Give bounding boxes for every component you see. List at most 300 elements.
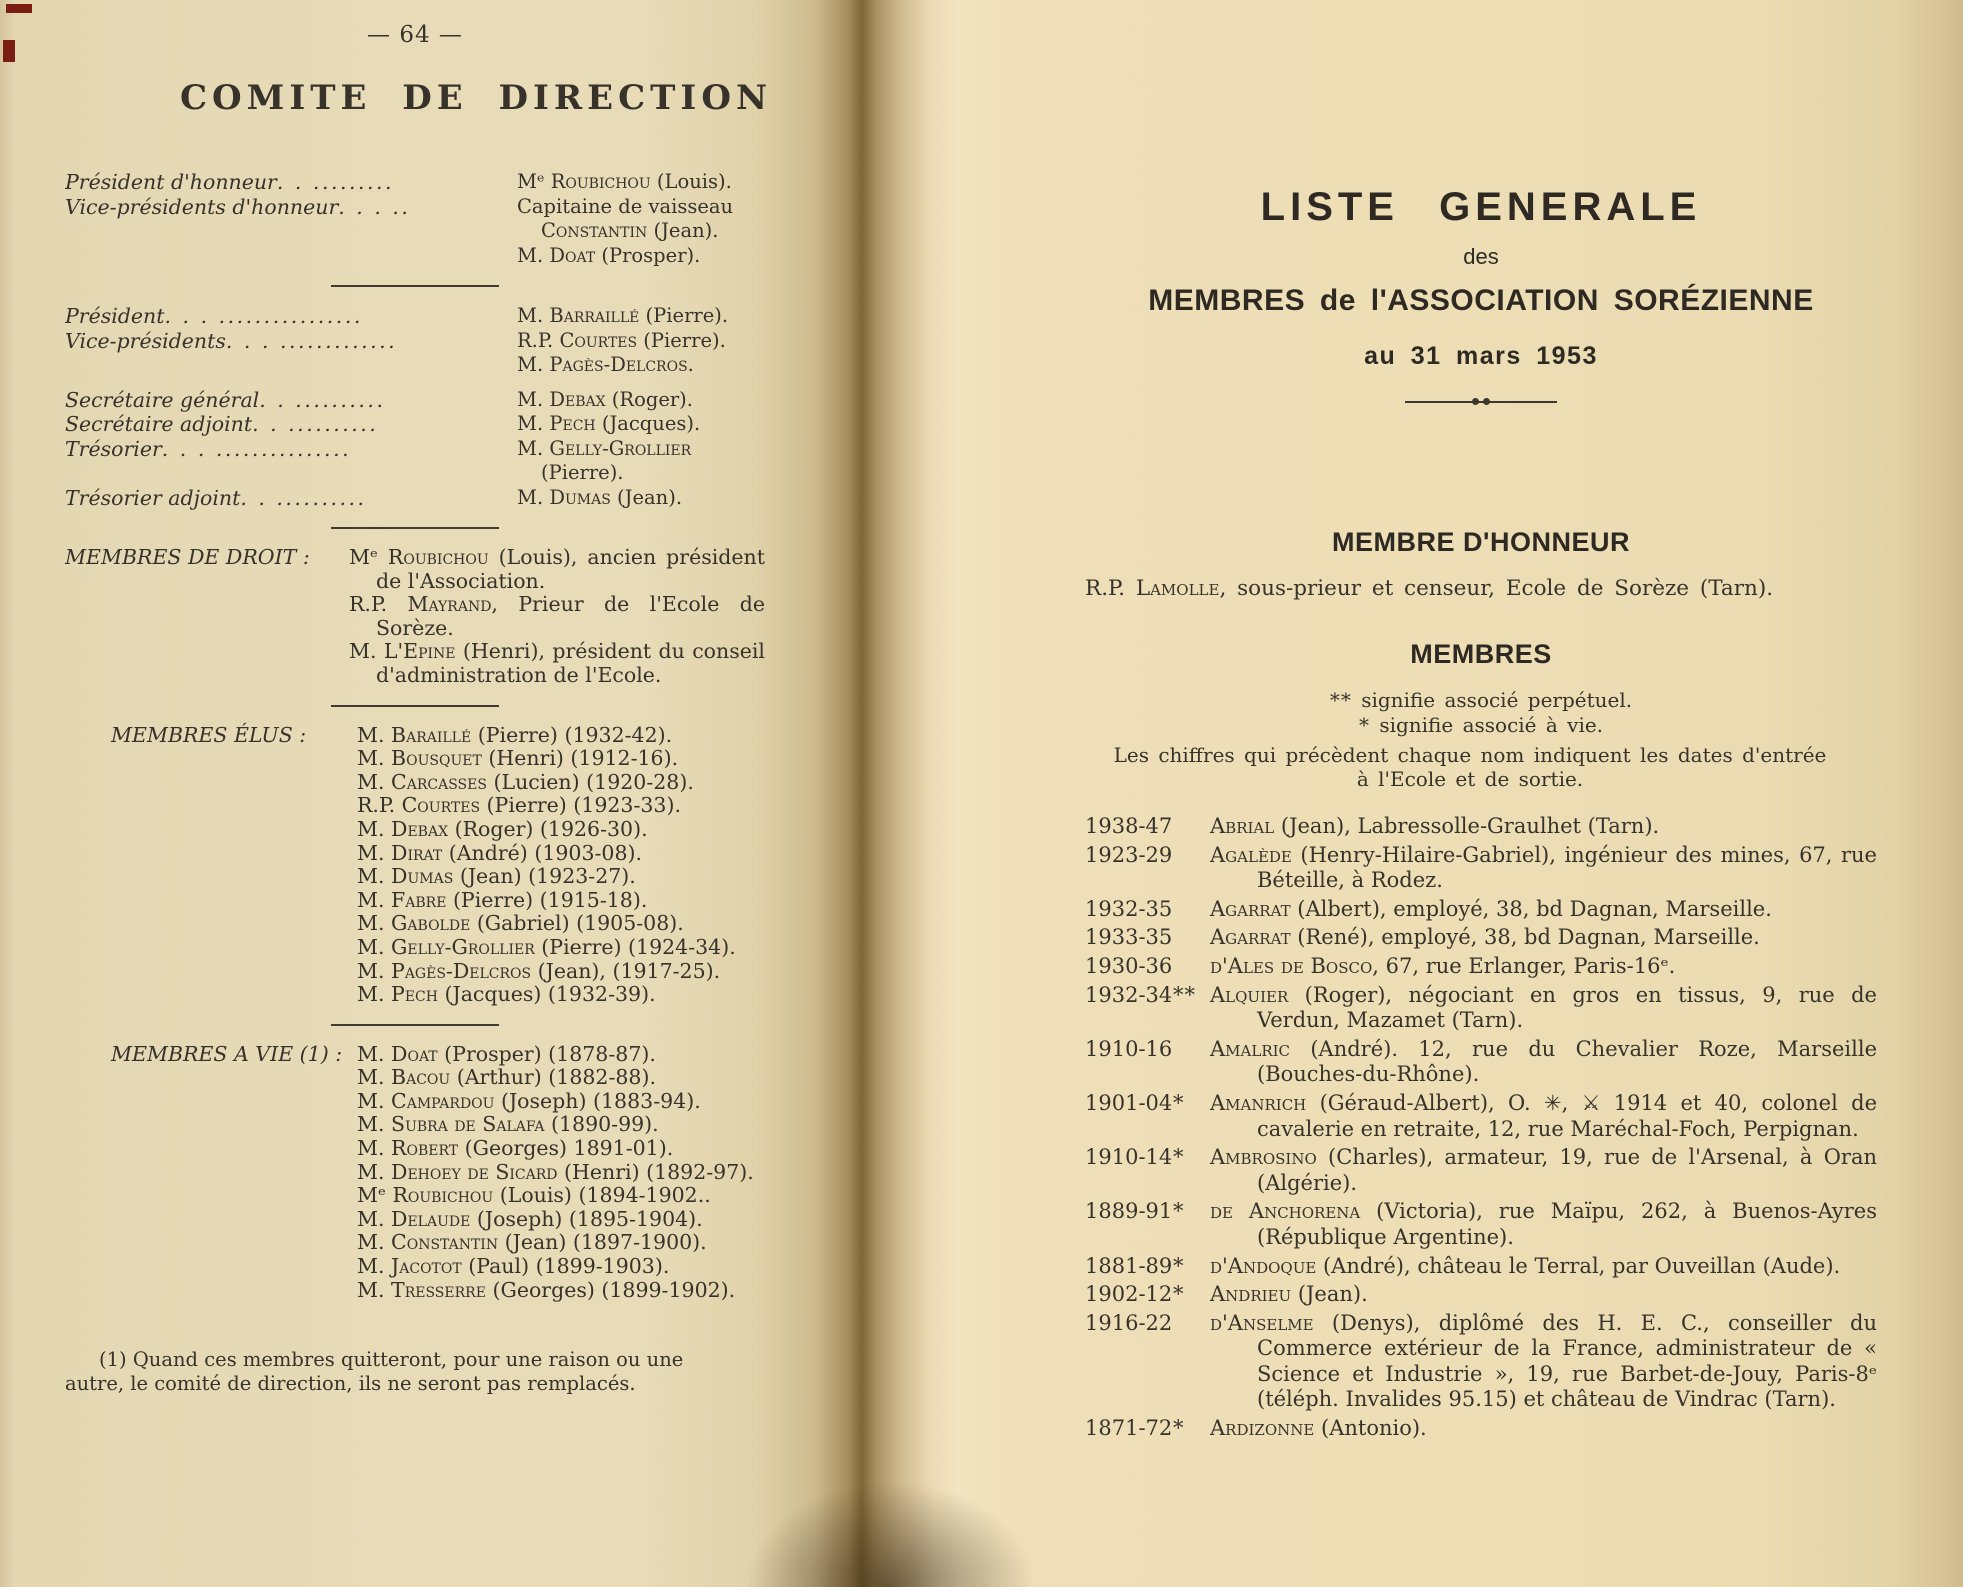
asterisk-marker: * bbox=[1358, 712, 1370, 737]
member-row bbox=[1085, 1311, 1877, 1413]
surname: Gelly-Grollier bbox=[391, 934, 535, 959]
name-prefix: M. bbox=[357, 1041, 392, 1066]
binding-smudge bbox=[740, 1477, 1040, 1587]
name-rest: (Henri) (1912-16). bbox=[481, 746, 679, 771]
surname: Gabolde bbox=[391, 911, 471, 936]
name-prefix: M. bbox=[517, 485, 550, 509]
officer-role bbox=[65, 304, 517, 329]
note-line: à l'Ecole et de sortie. bbox=[1356, 766, 1584, 791]
asterisk-marker bbox=[1173, 1311, 1210, 1413]
officer-name bbox=[517, 412, 765, 437]
scan-artifact bbox=[3, 40, 15, 62]
name-prefix: M. bbox=[357, 982, 392, 1007]
dot-leaders: . . .......... bbox=[252, 412, 379, 436]
member-details: , 67, rue Erlanger, Paris-16ᵉ. bbox=[1372, 953, 1676, 978]
member-text bbox=[1210, 1145, 1877, 1196]
member-details: (Géraud-Albert), O. ✳, ⚔ 1914 et 40, colonel de cavalerie en retraite, 12, rue Maréchal-Foch, Perpignan. bbox=[1257, 1090, 1877, 1141]
member-text bbox=[1210, 1199, 1877, 1250]
name-prefix: M. bbox=[357, 722, 392, 747]
name-rest: (Jean). bbox=[647, 219, 719, 242]
officer-name bbox=[517, 388, 765, 413]
officer-row bbox=[65, 170, 765, 195]
member-years: 1938-47 bbox=[1085, 814, 1173, 838]
name-rest: (Jean) (1923-27). bbox=[453, 864, 636, 889]
member-entry bbox=[357, 794, 765, 818]
member-row bbox=[1085, 897, 1877, 923]
surname: Jacotot bbox=[391, 1254, 462, 1279]
asterisk-marker bbox=[1173, 954, 1210, 980]
name-rest: (Paul) (1899-1903). bbox=[461, 1254, 670, 1279]
name-rest: (Roger). bbox=[605, 387, 693, 411]
members-by-right-section bbox=[65, 546, 765, 688]
surname: Roubichou bbox=[387, 545, 489, 569]
member-entry bbox=[357, 1066, 765, 1090]
surname: Debax bbox=[549, 387, 606, 411]
name-prefix: M. bbox=[357, 1088, 392, 1113]
surname: Gelly-Grollier bbox=[549, 436, 692, 460]
name-prefix: R.P. bbox=[349, 592, 408, 617]
page-number: — 64 — bbox=[367, 22, 463, 48]
member-text bbox=[1210, 1416, 1877, 1442]
surname: Andrieu bbox=[1210, 1282, 1292, 1307]
officer-role-label: Président d'honneur bbox=[65, 170, 277, 194]
surname: Dumas bbox=[391, 864, 454, 889]
name-rest: (Pierre). bbox=[639, 304, 729, 327]
member-entry bbox=[357, 983, 765, 1007]
member-text bbox=[1210, 1254, 1877, 1280]
entry-dates-note bbox=[1030, 744, 1910, 791]
dot-leaders: . . .......... bbox=[259, 387, 386, 412]
surname: Delaude bbox=[391, 1206, 471, 1231]
member-row bbox=[1085, 843, 1877, 894]
name-rest: (Pierre) (1923-33). bbox=[480, 793, 681, 818]
officer-role-label: Trésorier adjoint bbox=[65, 485, 241, 510]
asterisk-marker bbox=[1173, 925, 1210, 951]
life-members-entries bbox=[357, 1043, 765, 1303]
surname: Bacou bbox=[391, 1065, 451, 1090]
member-details: (Jean), Labressolle-Graulhet (Tarn). bbox=[1274, 814, 1660, 838]
surname: Pagès-Delcros bbox=[549, 353, 688, 376]
officer-row bbox=[65, 412, 765, 437]
member-years: 1916-22 bbox=[1085, 1310, 1173, 1335]
name-prefix: M. bbox=[357, 746, 392, 771]
member-entry bbox=[357, 1137, 765, 1161]
member-years: 1932-35 bbox=[1085, 896, 1173, 921]
elected-members-section bbox=[65, 724, 765, 1007]
officer-name bbox=[517, 353, 765, 378]
right-page bbox=[1085, 185, 1877, 1445]
name-prefix: M. bbox=[517, 387, 550, 411]
officer-role bbox=[65, 244, 517, 269]
member-row bbox=[1085, 1254, 1877, 1280]
member-entry bbox=[357, 889, 765, 913]
elected-members-entries bbox=[357, 724, 765, 1007]
surname: Robert bbox=[391, 1136, 459, 1161]
officer-row bbox=[65, 353, 765, 378]
name-prefix: M. bbox=[357, 1159, 392, 1184]
name-prefix: M. bbox=[349, 639, 384, 664]
name-rest: (Pierre) (1915-18). bbox=[446, 887, 648, 912]
member-row bbox=[1085, 1282, 1877, 1308]
member-years: 1881-89 bbox=[1085, 1253, 1173, 1278]
name-rest: (Jacques). bbox=[595, 412, 701, 435]
name-prefix: R.P. bbox=[517, 328, 560, 352]
officer-role-label: Vice-présidents d'honneur bbox=[65, 194, 339, 219]
surname: Courtes bbox=[401, 793, 481, 818]
name-prefix: M. bbox=[357, 1065, 392, 1090]
asterisk-marker bbox=[1173, 897, 1210, 923]
asterisk-marker bbox=[1173, 814, 1210, 840]
name-rest: (Pierre). bbox=[637, 328, 726, 352]
members-by-right-entries bbox=[349, 546, 765, 688]
surname: d'Anselme bbox=[1210, 1310, 1314, 1335]
member-entry bbox=[357, 936, 765, 960]
officer-name bbox=[517, 329, 765, 354]
member-details: (René), employé, 38, bd Dagnan, Marseille. bbox=[1290, 925, 1760, 950]
member-entry bbox=[349, 593, 765, 640]
member-entry bbox=[357, 960, 765, 984]
name-prefix: M. bbox=[357, 887, 392, 912]
dot-leaders: . . ......... bbox=[276, 170, 395, 194]
name-rest: (Prosper). bbox=[595, 243, 701, 267]
officer-role bbox=[65, 412, 517, 437]
name-prefix: R.P. bbox=[357, 793, 402, 818]
member-details: (Albert), employé, 38, bd Dagnan, Marseille. bbox=[1290, 896, 1772, 921]
member-entry bbox=[357, 1255, 765, 1279]
name-prefix: M. bbox=[517, 353, 550, 376]
member-row bbox=[1085, 1416, 1877, 1442]
asterisk-marker: * bbox=[1173, 1416, 1185, 1441]
name-prefix: M. bbox=[357, 769, 392, 794]
surname: Doat bbox=[391, 1041, 438, 1066]
name-prefix: M. bbox=[517, 436, 550, 460]
officer-role-label: Président bbox=[65, 304, 165, 328]
ornament-rule bbox=[1405, 401, 1557, 403]
surname: Bousquet bbox=[391, 746, 482, 771]
name-rest: , Prieur de l'Ecole de Sorèze. bbox=[376, 592, 766, 640]
name-prefix: M. bbox=[357, 958, 392, 983]
footnote: (1) Quand ces membres quitteront, pour une raison ou une autre, le comité de direction, ils ne seront pas remplacés. bbox=[65, 1348, 684, 1396]
surname: Debax bbox=[391, 816, 449, 841]
name-prefix: Mᵉ bbox=[357, 1183, 393, 1208]
officer-role bbox=[65, 437, 517, 486]
name-rest: (1890-99). bbox=[544, 1112, 659, 1137]
officer-row bbox=[65, 195, 765, 244]
member-entry bbox=[357, 1090, 765, 1114]
member-years: 1930-36 bbox=[1085, 953, 1173, 978]
name-prefix: M. bbox=[357, 816, 392, 841]
name-prefix: M. bbox=[357, 1277, 392, 1302]
officer-name bbox=[517, 244, 765, 269]
member-details: (Antonio). bbox=[1314, 1416, 1427, 1441]
section-label: MEMBRES A VIE (1) : bbox=[111, 1041, 343, 1066]
name-rest: (Joseph) (1895-1904). bbox=[470, 1206, 703, 1231]
name-prefix: M. bbox=[357, 934, 392, 959]
member-details: (Roger), négociant en gros en tissus, 9, rue de Verdun, Mazamet (Tarn). bbox=[1257, 982, 1877, 1033]
name-rest: (Henri), président du conseil d'administration de l'Ecole. bbox=[376, 639, 765, 687]
name-prefix: M. bbox=[357, 1206, 392, 1231]
surname: Tresserre bbox=[391, 1277, 486, 1302]
asterisk-marker: * bbox=[1173, 1199, 1185, 1224]
member-text bbox=[1210, 1282, 1877, 1308]
name-rest: (Louis), ancien président de l'Association. bbox=[376, 545, 765, 593]
name-prefix: Capitaine de vaisseau bbox=[517, 194, 734, 218]
officer-name bbox=[517, 170, 765, 195]
surname: Dirat bbox=[391, 840, 443, 865]
name-rest: (Jean). bbox=[610, 485, 683, 509]
honor-member-line bbox=[1085, 576, 1877, 601]
surname: Abrial bbox=[1210, 814, 1275, 838]
surname: Roubichou bbox=[550, 170, 651, 193]
officer-role bbox=[65, 329, 517, 354]
surname: Barraillé bbox=[549, 304, 640, 327]
name-prefix: R.P. bbox=[1085, 576, 1136, 601]
life-members-section bbox=[65, 1043, 765, 1303]
surname: L'Epine bbox=[383, 639, 456, 664]
member-entry bbox=[357, 771, 765, 795]
name-rest: (Arthur) (1882-88). bbox=[450, 1065, 656, 1090]
member-years: 1910-14 bbox=[1085, 1145, 1173, 1170]
member-years: 1932-34 bbox=[1085, 982, 1173, 1007]
legend-text: signifie associé perpétuel. bbox=[1361, 688, 1633, 712]
surname: de Anchorena bbox=[1210, 1199, 1361, 1224]
left-page bbox=[65, 22, 773, 1396]
officer-row bbox=[65, 244, 765, 269]
member-row bbox=[1085, 1145, 1877, 1196]
legend-item bbox=[1085, 713, 1877, 738]
surname: Agarrat bbox=[1210, 896, 1291, 921]
name-rest: (Roger) (1926-30). bbox=[448, 816, 648, 841]
dot-leaders: . . .......... bbox=[240, 485, 367, 510]
officer-role bbox=[65, 388, 517, 413]
asterisk-marker: * bbox=[1173, 1253, 1185, 1278]
member-text bbox=[1210, 983, 1877, 1034]
section-divider bbox=[331, 527, 499, 529]
member-entry bbox=[357, 1231, 765, 1255]
member-row bbox=[1085, 1091, 1877, 1142]
asterisk-marker bbox=[1173, 1037, 1210, 1088]
name-rest: (André) (1903-08). bbox=[442, 840, 643, 865]
member-row bbox=[1085, 814, 1877, 840]
surname: d'Andoque bbox=[1210, 1253, 1317, 1278]
member-row bbox=[1085, 1199, 1877, 1250]
members-list bbox=[1085, 814, 1877, 1442]
left-page-title: COMITE DE DIRECTION bbox=[180, 78, 773, 118]
officer-role bbox=[65, 170, 517, 195]
dot-leaders: . . . ................ bbox=[164, 304, 363, 328]
officer-role-label: Secrétaire général bbox=[65, 387, 260, 412]
officer-role-label: Trésorier bbox=[65, 436, 162, 461]
name-rest: (Prosper) (1878-87). bbox=[437, 1041, 656, 1066]
name-prefix: M. bbox=[357, 1112, 392, 1137]
surname: Subra de Salafa bbox=[391, 1112, 545, 1137]
member-entry bbox=[357, 724, 765, 748]
member-text bbox=[1210, 925, 1877, 951]
surname: d'Ales de Bosco bbox=[1210, 953, 1373, 978]
surname: Alquier bbox=[1210, 982, 1289, 1007]
officer-role bbox=[65, 353, 517, 378]
member-entry bbox=[357, 1184, 765, 1208]
officer-row bbox=[65, 304, 765, 329]
member-text bbox=[1210, 954, 1877, 980]
name-prefix: M. bbox=[357, 840, 392, 865]
name-rest: (Joseph) (1883-94). bbox=[494, 1088, 701, 1113]
section-label: MEMBRES DE DROIT : bbox=[65, 545, 310, 569]
member-entry bbox=[349, 546, 765, 593]
member-years: 1889-91 bbox=[1085, 1199, 1173, 1224]
honor-member-heading: MEMBRE D'HONNEUR bbox=[1332, 527, 1630, 557]
name-rest: (Georges) 1891-01). bbox=[458, 1136, 674, 1161]
name-prefix: M. bbox=[357, 1254, 392, 1279]
surname: Baraillé bbox=[391, 722, 472, 747]
member-entry bbox=[357, 912, 765, 936]
officer-name bbox=[517, 304, 765, 329]
surname: Doat bbox=[549, 243, 596, 267]
surname: Courtes bbox=[559, 328, 638, 352]
officer-role-label: Vice-présidents bbox=[65, 328, 226, 353]
dot-leaders: . . . .. bbox=[338, 194, 411, 219]
member-details: (Henry-Hilaire-Gabriel), ingénieur des mines, 67, rue Béteille, à Rodez. bbox=[1257, 842, 1877, 893]
name-prefix: M. bbox=[357, 1136, 392, 1161]
officer-row bbox=[65, 486, 765, 511]
officer-name bbox=[517, 195, 765, 244]
surname: Ambrosino bbox=[1210, 1145, 1317, 1170]
name-rest: (Louis). bbox=[650, 170, 732, 193]
surname: Agalède bbox=[1210, 842, 1292, 867]
honorary-officers-list bbox=[65, 170, 765, 268]
officer-role-label: Secrétaire adjoint bbox=[65, 412, 253, 436]
member-details: (Jean). bbox=[1291, 1282, 1368, 1307]
name-rest: (Pierre). bbox=[541, 461, 624, 484]
member-entry bbox=[357, 747, 765, 771]
asterisk-marker: * bbox=[1173, 1090, 1185, 1115]
surname: Agarrat bbox=[1210, 925, 1291, 950]
name-prefix: M. bbox=[517, 412, 550, 435]
officer-row bbox=[65, 329, 765, 354]
name-rest: , sous-prieur et censeur, Ecole de Sorèze (Tarn). bbox=[1219, 576, 1774, 601]
member-details: (André). 12, rue du Chevalier Roze, Marseille (Bouches-du-Rhône). bbox=[1257, 1036, 1877, 1087]
member-years: 1871-72 bbox=[1085, 1416, 1173, 1441]
name-rest: . bbox=[687, 353, 694, 376]
name-rest: (Jean) (1897-1900). bbox=[498, 1230, 707, 1255]
member-row bbox=[1085, 1037, 1877, 1088]
asterisk-marker: ** bbox=[1329, 688, 1352, 712]
bureau-officers-list bbox=[65, 304, 765, 378]
member-years: 1933-35 bbox=[1085, 925, 1173, 950]
section-label: MEMBRES ÉLUS : bbox=[111, 722, 307, 747]
member-entry bbox=[357, 1113, 765, 1137]
dot-leaders: . . . ............... bbox=[161, 436, 352, 461]
officer-row bbox=[65, 437, 765, 486]
legend-item bbox=[1085, 688, 1877, 713]
surname: Mayrand bbox=[407, 592, 492, 617]
member-years: 1923-29 bbox=[1085, 842, 1173, 867]
legend-text: signifie associé à vie. bbox=[1379, 712, 1604, 737]
surname: Constantin bbox=[541, 219, 648, 242]
surname: Amanrich bbox=[1210, 1090, 1307, 1115]
officer-name bbox=[517, 437, 765, 486]
scan-artifact bbox=[6, 4, 32, 13]
member-text bbox=[1210, 1091, 1877, 1142]
name-rest: (Jean), (1917-25). bbox=[531, 958, 721, 983]
surname: Roubichou bbox=[392, 1183, 494, 1208]
surname: Pech bbox=[391, 982, 438, 1007]
asterisk-marker bbox=[1173, 843, 1210, 894]
member-entry bbox=[357, 818, 765, 842]
member-entry bbox=[349, 640, 765, 687]
bureau-secretaries-list bbox=[65, 388, 765, 511]
title-date: au 31 mars 1953 bbox=[1364, 342, 1598, 370]
member-entry bbox=[357, 1279, 765, 1303]
officer-role bbox=[65, 486, 517, 511]
member-details: (Victoria), rue Maïpu, 262, à Buenos-Ayres (République Argentine). bbox=[1257, 1199, 1877, 1249]
asterisk-marker: ** bbox=[1173, 982, 1196, 1007]
surname: Lamolle bbox=[1135, 576, 1220, 601]
right-page-title: LISTE GENERALE bbox=[1260, 185, 1702, 229]
member-text bbox=[1210, 1311, 1877, 1413]
member-details: (André), château le Terral, par Ouveillan (Aude). bbox=[1316, 1253, 1841, 1278]
member-entry bbox=[357, 1161, 765, 1185]
members-heading: MEMBRES bbox=[1410, 639, 1552, 669]
member-text bbox=[1210, 843, 1877, 894]
member-years: 1910-16 bbox=[1085, 1036, 1173, 1061]
member-row bbox=[1085, 925, 1877, 951]
surname: Fabre bbox=[391, 887, 447, 912]
asterisk-marker: * bbox=[1173, 1282, 1185, 1307]
section-divider bbox=[331, 1024, 499, 1026]
section-divider bbox=[331, 285, 499, 287]
member-entry bbox=[357, 865, 765, 889]
surname: Ardizonne bbox=[1210, 1416, 1315, 1441]
name-prefix: Mᵉ bbox=[349, 545, 388, 569]
officer-row bbox=[65, 388, 765, 413]
surname: Dehoey de Sicard bbox=[391, 1159, 558, 1184]
member-text bbox=[1210, 1037, 1877, 1088]
officer-role bbox=[65, 195, 517, 244]
name-rest: (Jacques) (1932-39). bbox=[437, 982, 656, 1007]
name-rest: (Lucien) (1920-28). bbox=[486, 769, 694, 794]
member-years: 1901-04 bbox=[1085, 1090, 1173, 1115]
dot-leaders: . . . ............. bbox=[225, 328, 398, 353]
surname: Dumas bbox=[549, 485, 611, 509]
member-text bbox=[1210, 814, 1877, 840]
section-divider bbox=[331, 705, 499, 707]
surname: Pagès-Delcros bbox=[391, 958, 532, 983]
name-prefix: Mᵉ bbox=[517, 170, 551, 193]
name-prefix: M. bbox=[357, 864, 392, 889]
title-connector: des bbox=[1463, 244, 1499, 269]
member-entry bbox=[357, 842, 765, 866]
name-prefix: M. bbox=[357, 911, 392, 936]
name-rest: (Louis) (1894-1902.. bbox=[493, 1183, 711, 1208]
name-rest: (Henri) (1892-97). bbox=[557, 1159, 754, 1184]
surname: Constantin bbox=[391, 1230, 499, 1255]
member-row bbox=[1085, 983, 1877, 1034]
name-prefix: M. bbox=[517, 243, 550, 267]
legend-list bbox=[1085, 688, 1877, 737]
member-text bbox=[1210, 897, 1877, 923]
right-page-subtitle: MEMBRES de l'ASSOCIATION SORÉZIENNE bbox=[1148, 284, 1814, 317]
surname: Pech bbox=[549, 412, 596, 435]
member-details: (Charles), armateur, 19, rue de l'Arsenal, à Oran (Algérie). bbox=[1257, 1145, 1877, 1195]
name-rest: (Gabriel) (1905-08). bbox=[470, 911, 684, 936]
member-details: (Denys), diplômé des H. E. C., conseiller du Commerce extérieur de la France, administrateur de « Science et Industrie », 19, rue Barbet-de-Jouy, Paris-8ᵉ (téléph. Invalides 95.15) et château de Vindrac (Tarn). bbox=[1257, 1310, 1877, 1412]
surname: Amalric bbox=[1210, 1036, 1291, 1061]
name-rest: (Georges) (1899-1902). bbox=[485, 1277, 736, 1302]
officer-name bbox=[517, 486, 765, 511]
name-rest: (Pierre) (1932-42). bbox=[471, 722, 673, 747]
name-prefix: M. bbox=[357, 1230, 392, 1255]
